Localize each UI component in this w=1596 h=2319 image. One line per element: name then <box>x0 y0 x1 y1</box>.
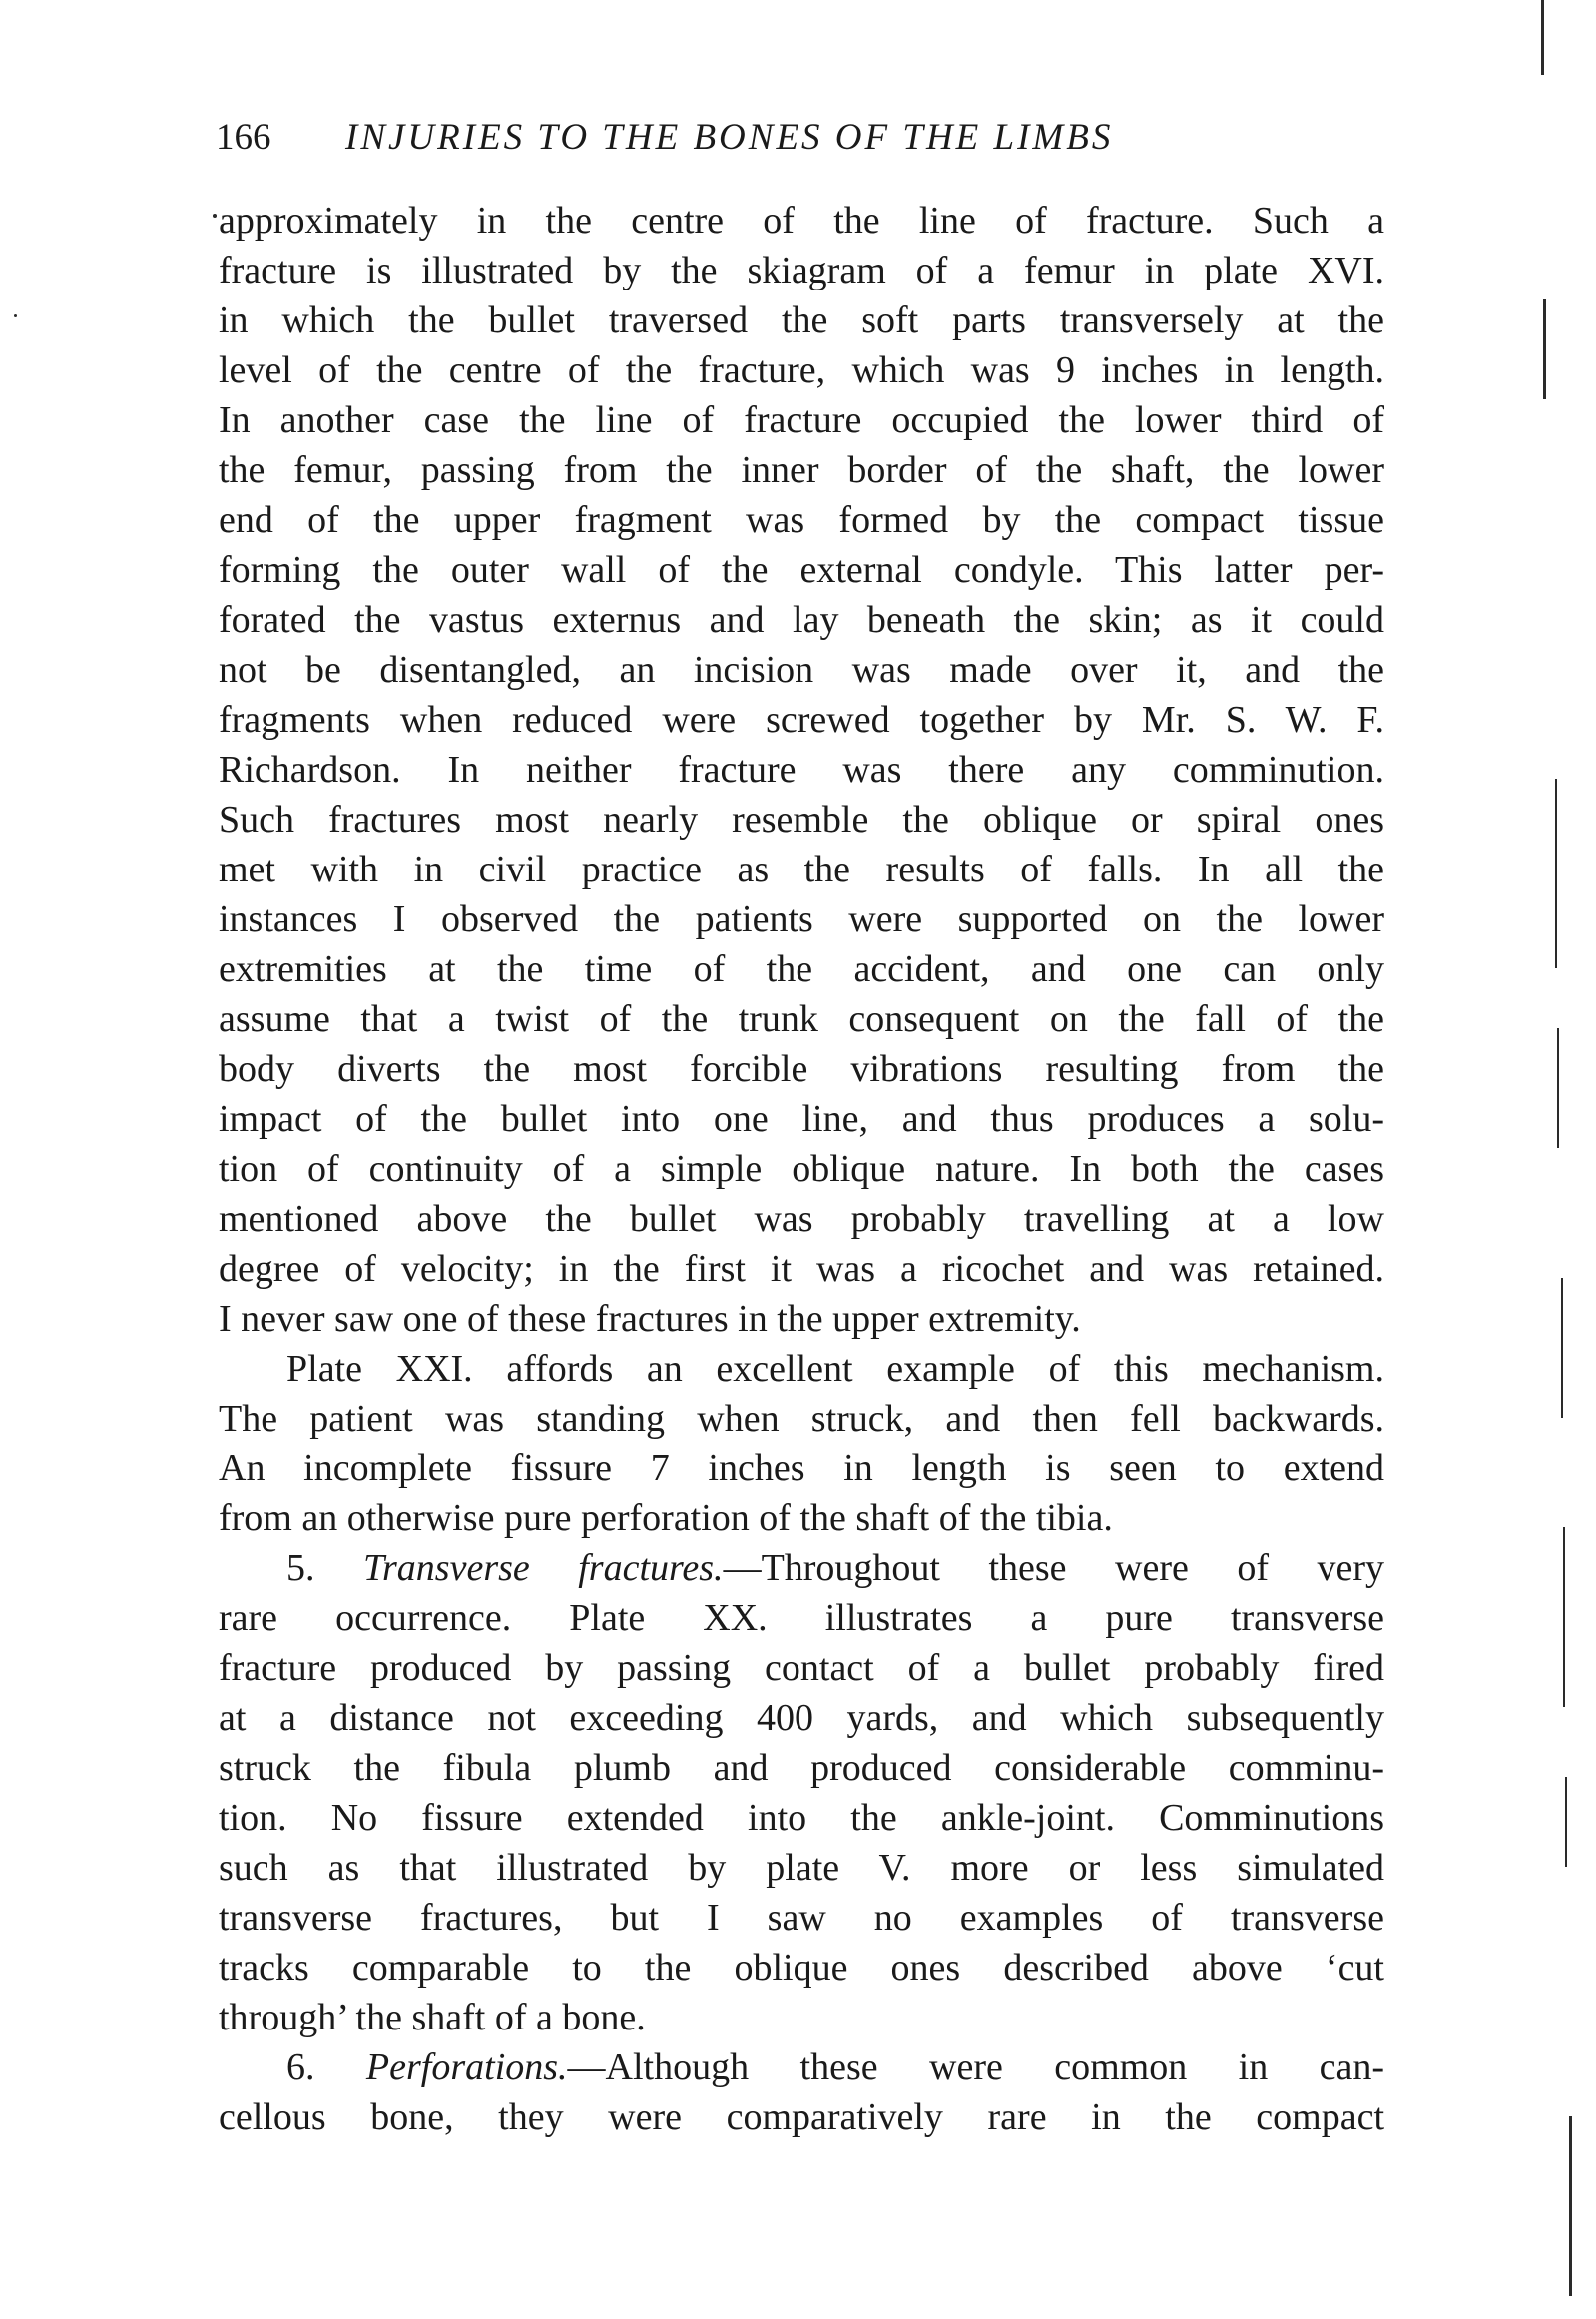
scan-edge-mark <box>1561 1278 1563 1418</box>
text-line: extremities at the time of the accident, and one can only <box>219 948 1384 990</box>
scan-edge-mark <box>1563 1527 1565 1707</box>
section-heading-line <box>219 2042 1384 2092</box>
text-line: such as that illustrated by plate V. more or less simulated <box>219 1847 1384 1889</box>
text-line: In another case the line of fracture occupied the lower third of <box>219 399 1384 441</box>
text-line: transverse fractures, but I saw no examples of transverse <box>219 1897 1384 1939</box>
section-title: Perforations. <box>365 2046 568 2088</box>
text-line: Such fractures most nearly resemble the oblique or spiral ones <box>219 799 1384 841</box>
section-number: 6. <box>286 2046 366 2088</box>
text-line: met with in civil practice as the results of falls. In all the <box>219 849 1384 890</box>
scan-edge-mark <box>1541 0 1544 75</box>
text-line: forming the outer wall of the external condyle. This latter per- <box>219 549 1384 591</box>
scan-edge-mark <box>1555 779 1557 968</box>
text-line: The patient was standing when struck, and then fell backwards. <box>219 1398 1384 1440</box>
text-line: cellous bone, they were comparatively rare in the compact <box>219 2096 1384 2138</box>
text-line: An incomplete fissure 7 inches in length is seen to extend <box>219 1448 1384 1489</box>
text-line: tracks comparable to the oblique ones described above ‘cut <box>219 1947 1384 1989</box>
text-line: level of the centre of the fracture, which was 9 inches in length. <box>219 349 1384 391</box>
text-line-content: Plate XXI. affords an excellent example of this mechanism. <box>286 1348 1384 1390</box>
text-line: tion of continuity of a simple oblique nature. In both the cases <box>219 1148 1384 1190</box>
text-line: degree of velocity; in the first it was a ricochet and was retained. <box>219 1248 1384 1290</box>
page-header <box>216 113 1393 163</box>
scan-speck <box>213 214 217 218</box>
text-line: fracture is illustrated by the skiagram of a femur in plate XVI. <box>219 250 1384 291</box>
text-line-indented <box>219 1344 1384 1394</box>
scan-edge-mark <box>1569 2116 1572 2296</box>
text-line: body diverts the most forcible vibrations resulting from the <box>219 1048 1384 1090</box>
text-line: from an otherwise pure perforation of the shaft of the tibia. <box>219 1497 1113 1539</box>
body-text <box>219 196 1384 2142</box>
text-line: struck the fibula plumb and produced considerable comminu- <box>219 1747 1384 1789</box>
text-line: approximately in the centre of the line of fracture. Such a <box>219 200 1384 242</box>
section-text: —Although these were common in can- <box>567 2046 1384 2088</box>
page-number: 166 <box>216 117 271 158</box>
text-line: I never saw one of these fractures in the upper extremity. <box>219 1298 1081 1340</box>
scan-edge-mark <box>1565 1777 1567 1867</box>
running-title: INJURIES TO THE BONES OF THE LIMBS <box>345 117 1114 158</box>
section-number: 5. <box>286 1547 363 1589</box>
text-line: end of the upper fragment was formed by the compact tissue <box>219 499 1384 541</box>
section-title: Transverse fractures. <box>362 1547 724 1589</box>
text-line: tion. No fissure extended into the ankle-joint. Comminutions <box>219 1797 1384 1839</box>
text-line: forated the vastus externus and lay beneath the skin; as it could <box>219 599 1384 641</box>
text-line: fracture produced by passing contact of a bullet probably fired <box>219 1647 1384 1689</box>
text-line: Richardson. In neither fracture was there any comminution. <box>219 749 1384 791</box>
text-line: through’ the shaft of a bone. <box>219 1997 646 2038</box>
text-line: rare occurrence. Plate XX. illustrates a pure transverse <box>219 1597 1384 1639</box>
text-line: mentioned above the bullet was probably travelling at a low <box>219 1198 1384 1240</box>
scan-edge-mark <box>1543 299 1546 399</box>
text-line: impact of the bullet into one line, and thus produces a solu- <box>219 1098 1384 1140</box>
text-line: fragments when reduced were screwed together by Mr. S. W. F. <box>219 699 1384 741</box>
text-line: assume that a twist of the trunk consequent on the fall of the <box>219 998 1384 1040</box>
text-line: the femur, passing from the inner border of the shaft, the lower <box>219 449 1384 491</box>
text-line: at a distance not exceeding 400 yards, and which subsequently <box>219 1697 1384 1739</box>
scan-speck <box>14 314 17 317</box>
section-heading-line <box>219 1543 1384 1593</box>
section-text: —Throughout these were of very <box>723 1547 1384 1589</box>
text-line: instances I observed the patients were supported on the lower <box>219 898 1384 940</box>
text-line: not be disentangled, an incision was made over it, and the <box>219 649 1384 691</box>
scan-edge-mark <box>1557 1028 1559 1148</box>
text-line: in which the bullet traversed the soft parts transversely at the <box>219 299 1384 341</box>
